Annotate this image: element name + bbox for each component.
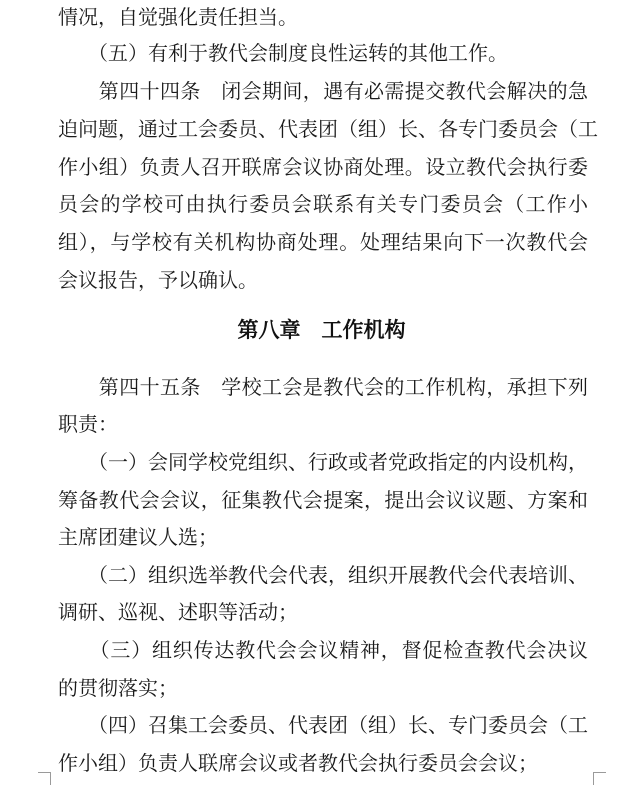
paragraph-line: 组），与学校有关机构协商处理。处理结果向下一次教代会	[58, 230, 588, 254]
paragraph-line: （五）有利于教代会制度良性运转的其他工作。	[58, 41, 508, 65]
page-corner-mark-left	[38, 772, 51, 785]
paragraph-line: 主席团建议人选；	[58, 525, 218, 549]
paragraph-line: 调研、巡视、述职等活动；	[58, 600, 298, 624]
chapter-heading: 第八章 工作机构	[237, 318, 406, 342]
paragraph-line: 第四十四条 闭会期间，遇有必需提交教代会解决的急	[58, 79, 588, 103]
paragraph-line: （四）召集工会委员、代表团（组）长、专门委员会（工	[58, 713, 588, 737]
paragraph-line: 情况，自觉强化责任担当。	[58, 5, 298, 29]
paragraph-line: 作小组）负责人联席会议或者教代会执行委员会会议；	[58, 751, 538, 775]
paragraph-line: 迫问题，通过工会委员、代表团（组）长、各专门委员会（工	[58, 117, 598, 141]
paragraph-line: （二）组织选举教代会代表，组织开展教代会代表培训、	[58, 563, 588, 587]
page-corner-mark-right	[593, 772, 606, 785]
paragraph-line: 筹备教代会会议，征集教代会提案，提出会议议题、方案和	[58, 488, 588, 512]
paragraph-line: 员会的学校可由执行委员会联系有关专门委员会（工作小	[58, 192, 588, 216]
paragraph-line: 会议报告，予以确认。	[58, 268, 258, 292]
paragraph-line: （一）会同学校党组织、行政或者党政指定的内设机构，	[58, 450, 588, 474]
paragraph-line: （三）组织传达教代会会议精神，督促检查教代会决议	[58, 638, 588, 662]
paragraph-line: 的贯彻落实；	[58, 676, 178, 700]
paragraph-line: 作小组）负责人召开联席会议协商处理。设立教代会执行委	[58, 155, 588, 179]
paragraph-line: 职责：	[58, 412, 118, 436]
paragraph-line: 第四十五条 学校工会是教代会的工作机构，承担下列	[58, 375, 588, 399]
